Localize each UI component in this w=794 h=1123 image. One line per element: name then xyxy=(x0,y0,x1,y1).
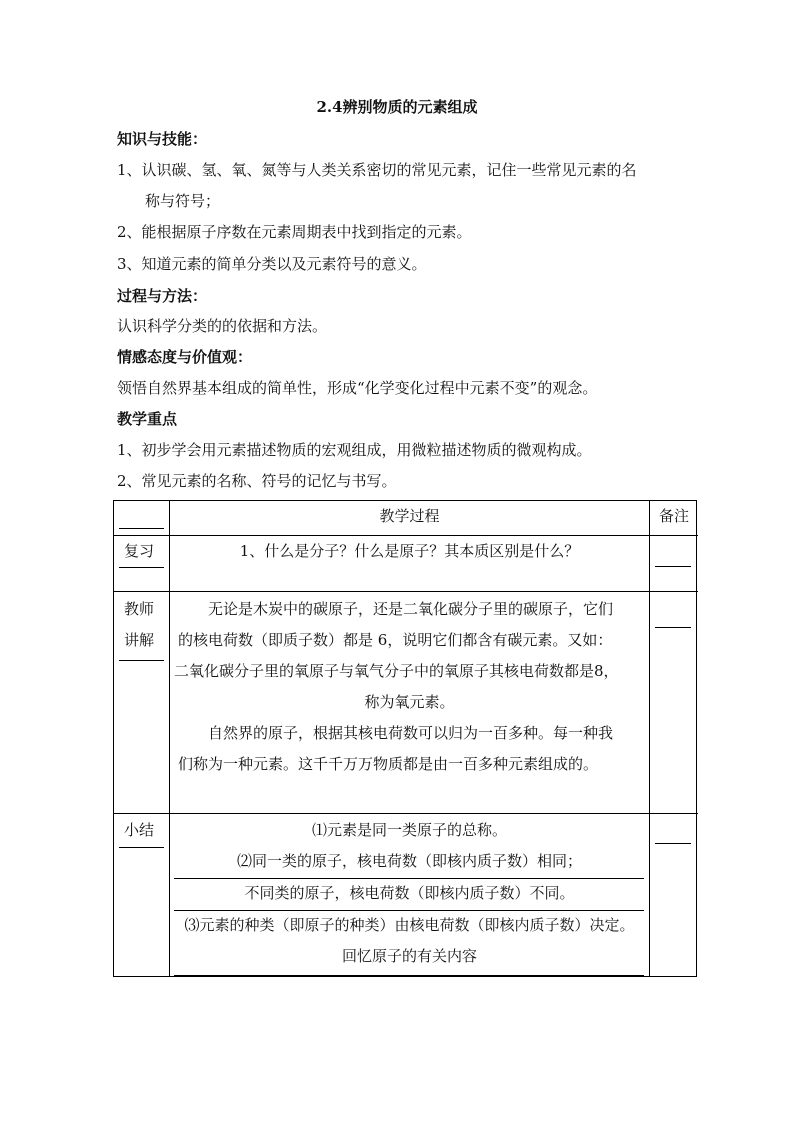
row-label-summary: 小结 xyxy=(124,821,155,839)
summary-point: 不同类的原子，核电荷数（即核内质子数）不同。 xyxy=(244,884,575,902)
knowledge-item: 1、认识碳、氢、氧、氮等与人类关系密切的常见元素，记住一些常见元素的名 xyxy=(117,161,637,179)
focus-heading: 教学重点 xyxy=(117,410,178,428)
explanation-line: 的核电荷数（即质子数）都是 6，说明它们都含有碳元素。又如： xyxy=(178,631,613,649)
row-divider xyxy=(114,813,698,814)
summary-point: ⑴元素是同一类原子的总称。 xyxy=(311,821,507,839)
summary-point: 回忆原子的有关内容 xyxy=(341,947,477,965)
cell-underline xyxy=(655,627,691,628)
cell-underline xyxy=(174,975,644,976)
row-divider xyxy=(114,535,698,536)
knowledge-item-continued: 称与符号； xyxy=(145,192,221,210)
row-label-explain: 讲解 xyxy=(124,631,155,649)
row-label-review: 复习 xyxy=(124,542,155,560)
summary-point: ⑶元素的种类（即原子的种类）由核电荷数（即核内质子数）决定。 xyxy=(184,916,635,934)
column-divider xyxy=(649,501,650,976)
explanation-line: 称为氧元素。 xyxy=(364,693,455,711)
focus-item: 1、初步学会用元素描述物质的宏观组成，用微粒描述物质的微观构成。 xyxy=(117,441,592,459)
cell-underline xyxy=(119,660,164,661)
review-question: 1、什么是分子？什么是原子？其本质区别是什么？ xyxy=(239,542,580,560)
summary-point: ⑵同一类的原子，核电荷数（即核内质子数）相同； xyxy=(236,852,582,870)
page-title: 2.4辨别物质的元素组成 xyxy=(316,98,478,116)
cell-underline xyxy=(119,528,164,529)
focus-item: 2、常见元素的名称、符号的记忆与书写。 xyxy=(117,472,397,490)
column-divider xyxy=(169,501,170,976)
process-text: 认识科学分类的的依据和方法。 xyxy=(117,317,328,335)
knowledge-item: 2、能根据原子序数在元素周期表中找到指定的元素。 xyxy=(117,223,472,241)
cell-underline xyxy=(174,878,644,879)
cell-underline xyxy=(655,843,691,844)
attitude-text: 领悟自然界基本组成的简单性，形成“化学变化过程中元素不变”的观念。 xyxy=(117,379,598,397)
header-teaching-process: 教学过程 xyxy=(379,507,440,525)
explanation-line: 无论是木炭中的碳原子，还是二氧化碳分子里的碳原子，它们 xyxy=(208,600,614,618)
explanation-line: 们称为一种元素。这千千万万物质都是由一百多种元素组成的。 xyxy=(178,755,599,773)
cell-underline xyxy=(174,910,644,911)
cell-underline xyxy=(119,567,164,568)
cell-underline xyxy=(119,847,164,848)
knowledge-heading: 知识与技能： xyxy=(117,130,208,148)
explanation-line: 二氧化碳分子里的氧原子与氧气分子中的氧原子其核电荷数都是8， xyxy=(174,662,619,680)
attitude-heading: 情感态度与价值观： xyxy=(117,348,253,366)
explanation-line: 自然界的原子，根据其核电荷数可以归为一百多种。每一种我 xyxy=(208,724,614,742)
lesson-table xyxy=(113,500,697,977)
row-divider xyxy=(114,591,698,592)
cell-underline xyxy=(655,535,691,536)
header-notes: 备注 xyxy=(658,507,689,525)
process-heading: 过程与方法： xyxy=(117,287,208,305)
cell-underline xyxy=(655,566,691,567)
row-label-teacher: 教师 xyxy=(124,600,155,618)
knowledge-item: 3、知道元素的简单分类以及元素符号的意义。 xyxy=(117,255,427,273)
